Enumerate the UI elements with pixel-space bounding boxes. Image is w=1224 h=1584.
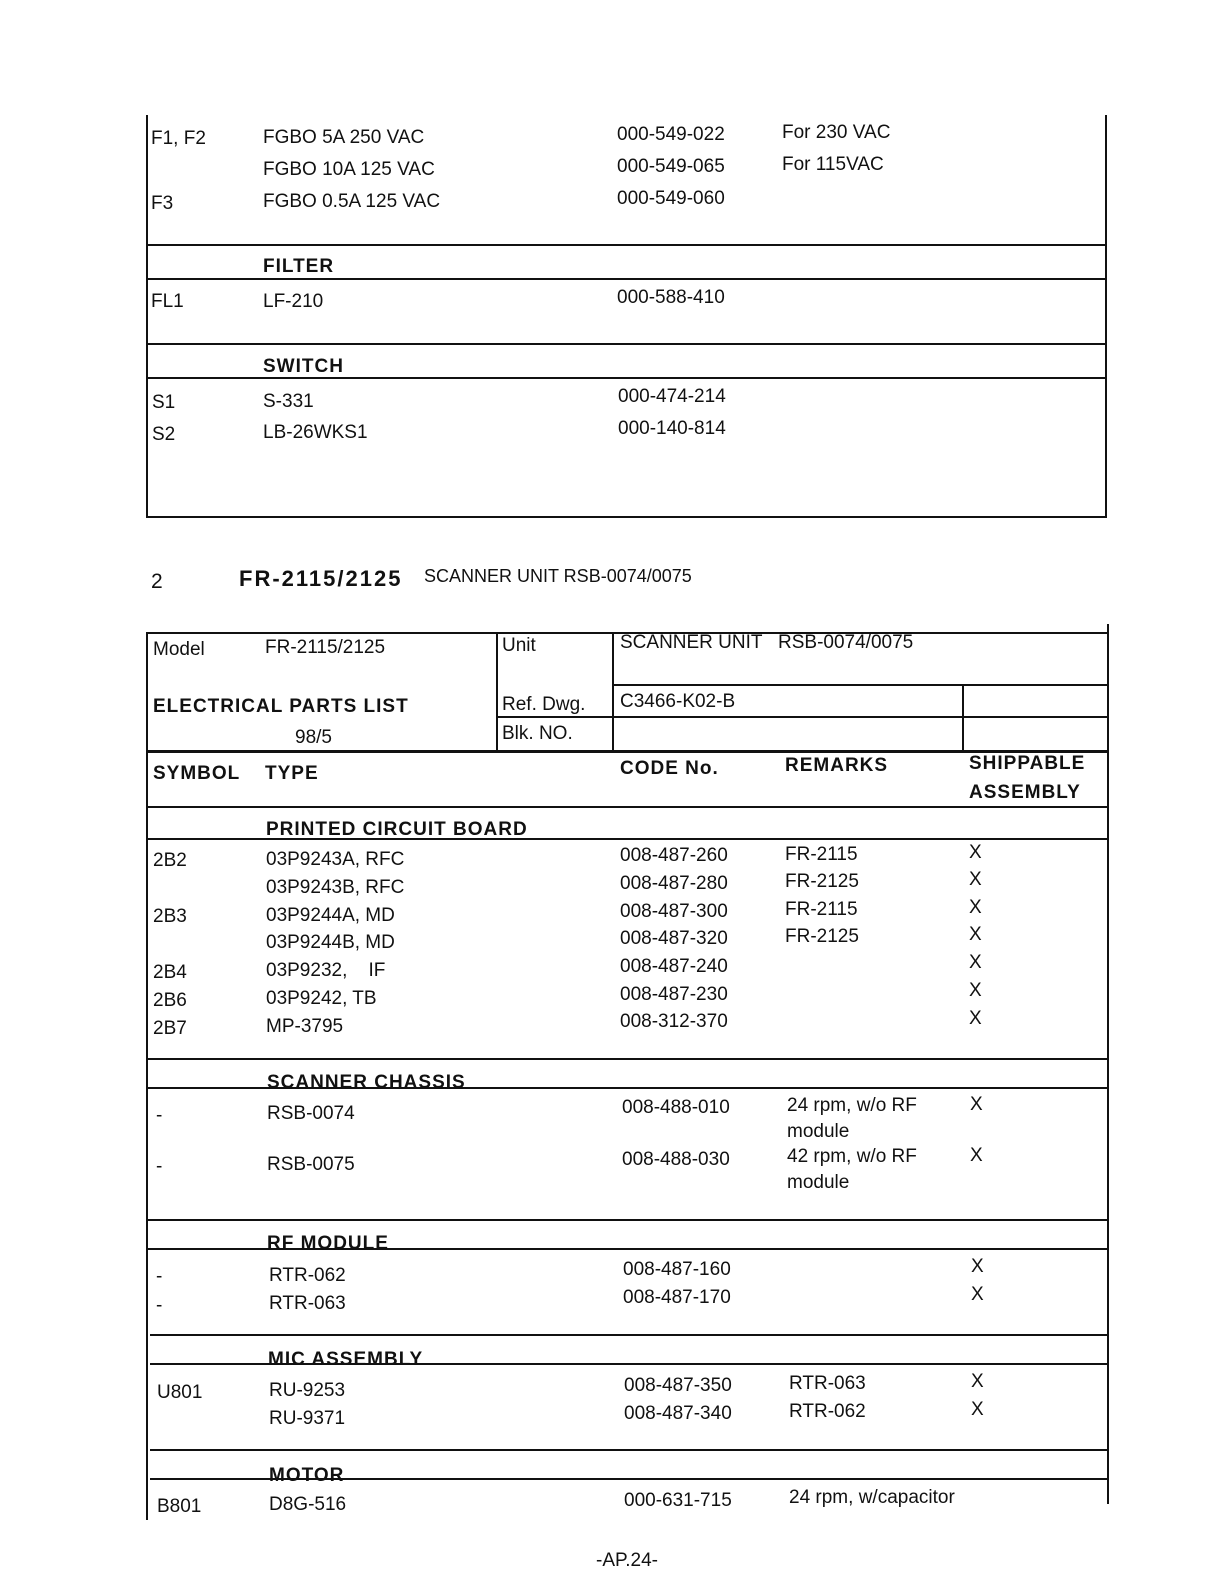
section-heading-switch: SWITCH (263, 356, 344, 377)
code-cell: 008-487-280 (620, 873, 728, 894)
code-cell: 000-140-814 (618, 418, 726, 439)
type-cell: 03P9243A, RFC (266, 849, 405, 870)
code-cell: 008-487-340 (624, 1403, 732, 1424)
remarks-cell: 24 rpm, w/capacitor (789, 1487, 955, 1508)
symbol-cell: F3 (151, 193, 174, 214)
type-cell: MP-3795 (266, 1016, 344, 1037)
type-cell: 03P9232, IF (266, 960, 386, 981)
type-cell: 03P9244B, MD (266, 932, 395, 953)
type-cell: RU-9371 (269, 1408, 346, 1429)
ship-mark: X (971, 1371, 984, 1392)
code-cell: 000-549-060 (617, 188, 725, 209)
remarks-cell: module (787, 1121, 850, 1142)
code-cell: 000-588-410 (617, 287, 725, 308)
column-header-code: CODE No. (620, 758, 719, 779)
ship-mark: X (969, 924, 982, 945)
remarks-cell: 24 rpm, w/o RF (787, 1095, 917, 1116)
code-cell: 008-487-320 (620, 928, 728, 949)
code-cell: 000-631-715 (624, 1490, 732, 1511)
model-label: Model (153, 639, 205, 660)
type-cell: LB-26WKS1 (263, 422, 368, 443)
section-model: FR-2115/2125 (239, 566, 403, 591)
ship-mark: X (971, 1399, 984, 1420)
symbol-cell: - (156, 1156, 163, 1177)
code-cell: 008-487-350 (624, 1375, 732, 1396)
code-cell: 008-312-370 (620, 1011, 728, 1032)
blk-no-label: Blk. NO. (502, 723, 573, 744)
symbol-cell: - (156, 1295, 163, 1316)
code-cell: 008-487-230 (620, 984, 728, 1005)
type-cell: 03P9242, TB (266, 988, 377, 1009)
remarks-cell: 42 rpm, w/o RF (787, 1146, 917, 1167)
remarks-cell: module (787, 1172, 850, 1193)
code-cell: 000-474-214 (618, 386, 726, 407)
remarks-cell: FR-2115 (785, 899, 858, 920)
type-cell: 03P9244A, MD (266, 905, 395, 926)
list-title: ELECTRICAL PARTS LIST (153, 696, 409, 717)
code-cell: 008-488-010 (622, 1097, 730, 1118)
code-cell: 008-487-240 (620, 956, 728, 977)
symbol-cell: - (156, 1266, 163, 1287)
symbol-cell: 2B3 (153, 906, 187, 927)
type-cell: RTR-062 (269, 1265, 346, 1286)
type-cell: FGBO 0.5A 125 VAC (263, 191, 441, 212)
remarks-cell: For 115VAC (782, 154, 884, 175)
symbol-cell: 2B2 (153, 850, 187, 871)
remarks-cell: FR-2125 (785, 871, 859, 892)
ship-mark: X (969, 1008, 982, 1029)
unit-value: SCANNER UNIT RSB-0074/0075 (620, 632, 914, 653)
model-value: FR-2115/2125 (265, 637, 386, 658)
remarks-cell: For 230 VAC (782, 122, 891, 143)
ship-mark: X (969, 980, 982, 1001)
ref-dwg-label: Ref. Dwg. (502, 694, 586, 715)
section-heading-rf-module: RF MODULE (267, 1233, 389, 1254)
remarks-cell: FR-2115 (785, 844, 858, 865)
type-cell: RSB-0075 (267, 1154, 355, 1175)
symbol-cell: F1, F2 (151, 128, 206, 149)
ship-mark: X (971, 1284, 984, 1305)
code-cell: 008-487-170 (623, 1287, 731, 1308)
remarks-cell: RTR-063 (789, 1373, 866, 1394)
section-heading-filter: FILTER (263, 256, 335, 277)
page-number: -AP.24- (596, 1550, 658, 1571)
type-cell: RTR-063 (269, 1293, 346, 1314)
remarks-cell: FR-2125 (785, 926, 859, 947)
ship-mark: X (970, 1094, 983, 1115)
column-header-symbol: SYMBOL (153, 763, 241, 784)
type-cell: 03P9243B, RFC (266, 877, 405, 898)
code-cell: 008-488-030 (622, 1149, 730, 1170)
list-date: 98/5 (295, 727, 332, 748)
section-heading-mic-assembly: MIC ASSEMBLY (268, 1349, 424, 1370)
symbol-cell: 2B4 (153, 962, 187, 983)
type-cell: FGBO 5A 250 VAC (263, 127, 425, 148)
type-cell: RU-9253 (269, 1380, 346, 1401)
column-header-shippable: SHIPPABLE (969, 753, 1086, 774)
ship-mark: X (969, 869, 982, 890)
code-cell: 008-487-160 (623, 1259, 731, 1280)
type-cell: RSB-0074 (267, 1103, 355, 1124)
section-heading-pcb: PRINTED CIRCUIT BOARD (266, 819, 528, 840)
code-cell: 000-549-022 (617, 124, 725, 145)
type-cell: LF-210 (263, 291, 324, 312)
remarks-cell: RTR-062 (789, 1401, 866, 1422)
symbol-cell: U801 (157, 1382, 203, 1403)
symbol-cell: 2B7 (153, 1018, 187, 1039)
section-unit-title: SCANNER UNIT RSB-0074/0075 (424, 566, 692, 586)
symbol-cell: FL1 (151, 291, 184, 312)
code-cell: 008-487-300 (620, 901, 728, 922)
ship-mark: X (969, 897, 982, 918)
column-header-remarks: REMARKS (785, 755, 889, 776)
type-cell: D8G-516 (269, 1494, 347, 1515)
type-cell: FGBO 10A 125 VAC (263, 159, 435, 180)
ship-mark: X (969, 842, 982, 863)
section-number: 2 (151, 570, 163, 593)
symbol-cell: - (156, 1105, 163, 1126)
type-cell: S-331 (263, 391, 314, 412)
column-header-type: TYPE (265, 763, 319, 784)
symbol-cell: S2 (152, 424, 176, 445)
column-header-assembly: ASSEMBLY (969, 782, 1081, 803)
code-cell: 008-487-260 (620, 845, 728, 866)
ship-mark: X (970, 1145, 983, 1166)
unit-label: Unit (502, 635, 536, 656)
section-heading-chassis: SCANNER CHASSIS (267, 1072, 466, 1093)
symbol-cell: B801 (157, 1496, 202, 1517)
symbol-cell: 2B6 (153, 990, 187, 1011)
ship-mark: X (971, 1256, 984, 1277)
ref-dwg-value: C3466-K02-B (620, 691, 736, 712)
code-cell: 000-549-065 (617, 156, 725, 177)
symbol-cell: S1 (152, 392, 176, 413)
ship-mark: X (969, 952, 982, 973)
section-heading-motor: MOTOR (269, 1465, 345, 1486)
